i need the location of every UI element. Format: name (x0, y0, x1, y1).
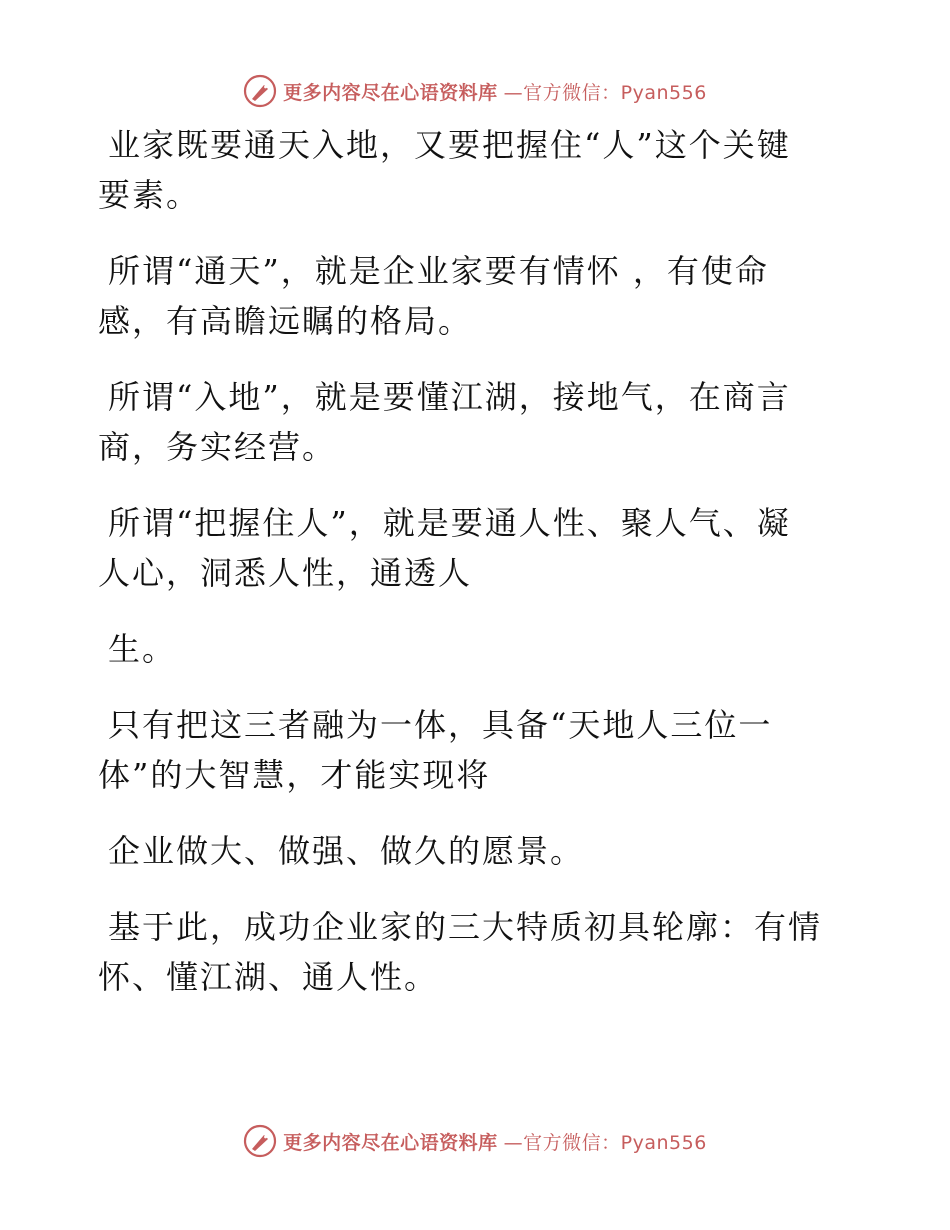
text-line: 人心，洞悉人性，通透人 (98, 554, 473, 592)
paragraph (98, 372, 838, 472)
text-line: 所谓“通天”，就是企业家要有情怀 ，有使命 (108, 252, 769, 290)
text-line: 基于此，成功企业家的三大特质初具轮廓：有情 (108, 908, 823, 946)
pen-nib-logo-icon (243, 1124, 277, 1158)
watermark-contact-text: —官方微信：Pyan556 (503, 81, 707, 104)
paragraph (98, 700, 838, 800)
pen-nib-logo-icon (243, 74, 277, 108)
paragraph (98, 120, 838, 220)
text-line: 要素。 (98, 176, 201, 214)
paragraph (98, 624, 838, 674)
text-line: 业家既要通天入地，又要把握住“人”这个关键 (108, 126, 791, 164)
paragraph (98, 498, 838, 598)
watermark-contact-text: —官方微信：Pyan556 (503, 1131, 707, 1154)
footer-watermark (0, 1121, 950, 1161)
text-line: 商，务实经营。 (98, 428, 337, 466)
watermark-lead-text: 更多内容尽在心语资料库 (283, 81, 498, 104)
text-line: 体”的大智慧，才能实现将 (98, 756, 491, 794)
text-line: 所谓“把握住人”，就是要通人性、聚人气、凝 (108, 504, 791, 542)
text-line: 感，有高瞻远瞩的格局。 (98, 302, 473, 340)
text-line: 怀、懂江湖、通人性。 (98, 958, 439, 996)
header-watermark (0, 71, 950, 111)
text-line: 企业做大、做强、做久的愿景。 (108, 832, 585, 870)
document-body (98, 120, 838, 1028)
watermark-lead-text: 更多内容尽在心语资料库 (283, 1131, 498, 1154)
text-line: 只有把这三者融为一体，具备“天地人三位一 (108, 706, 773, 744)
text-line: 所谓“入地”，就是要懂江湖，接地气，在商言 (108, 378, 791, 416)
text-line: 生。 (108, 630, 177, 668)
paragraph (98, 826, 838, 876)
paragraph (98, 902, 838, 1002)
paragraph (98, 246, 838, 346)
